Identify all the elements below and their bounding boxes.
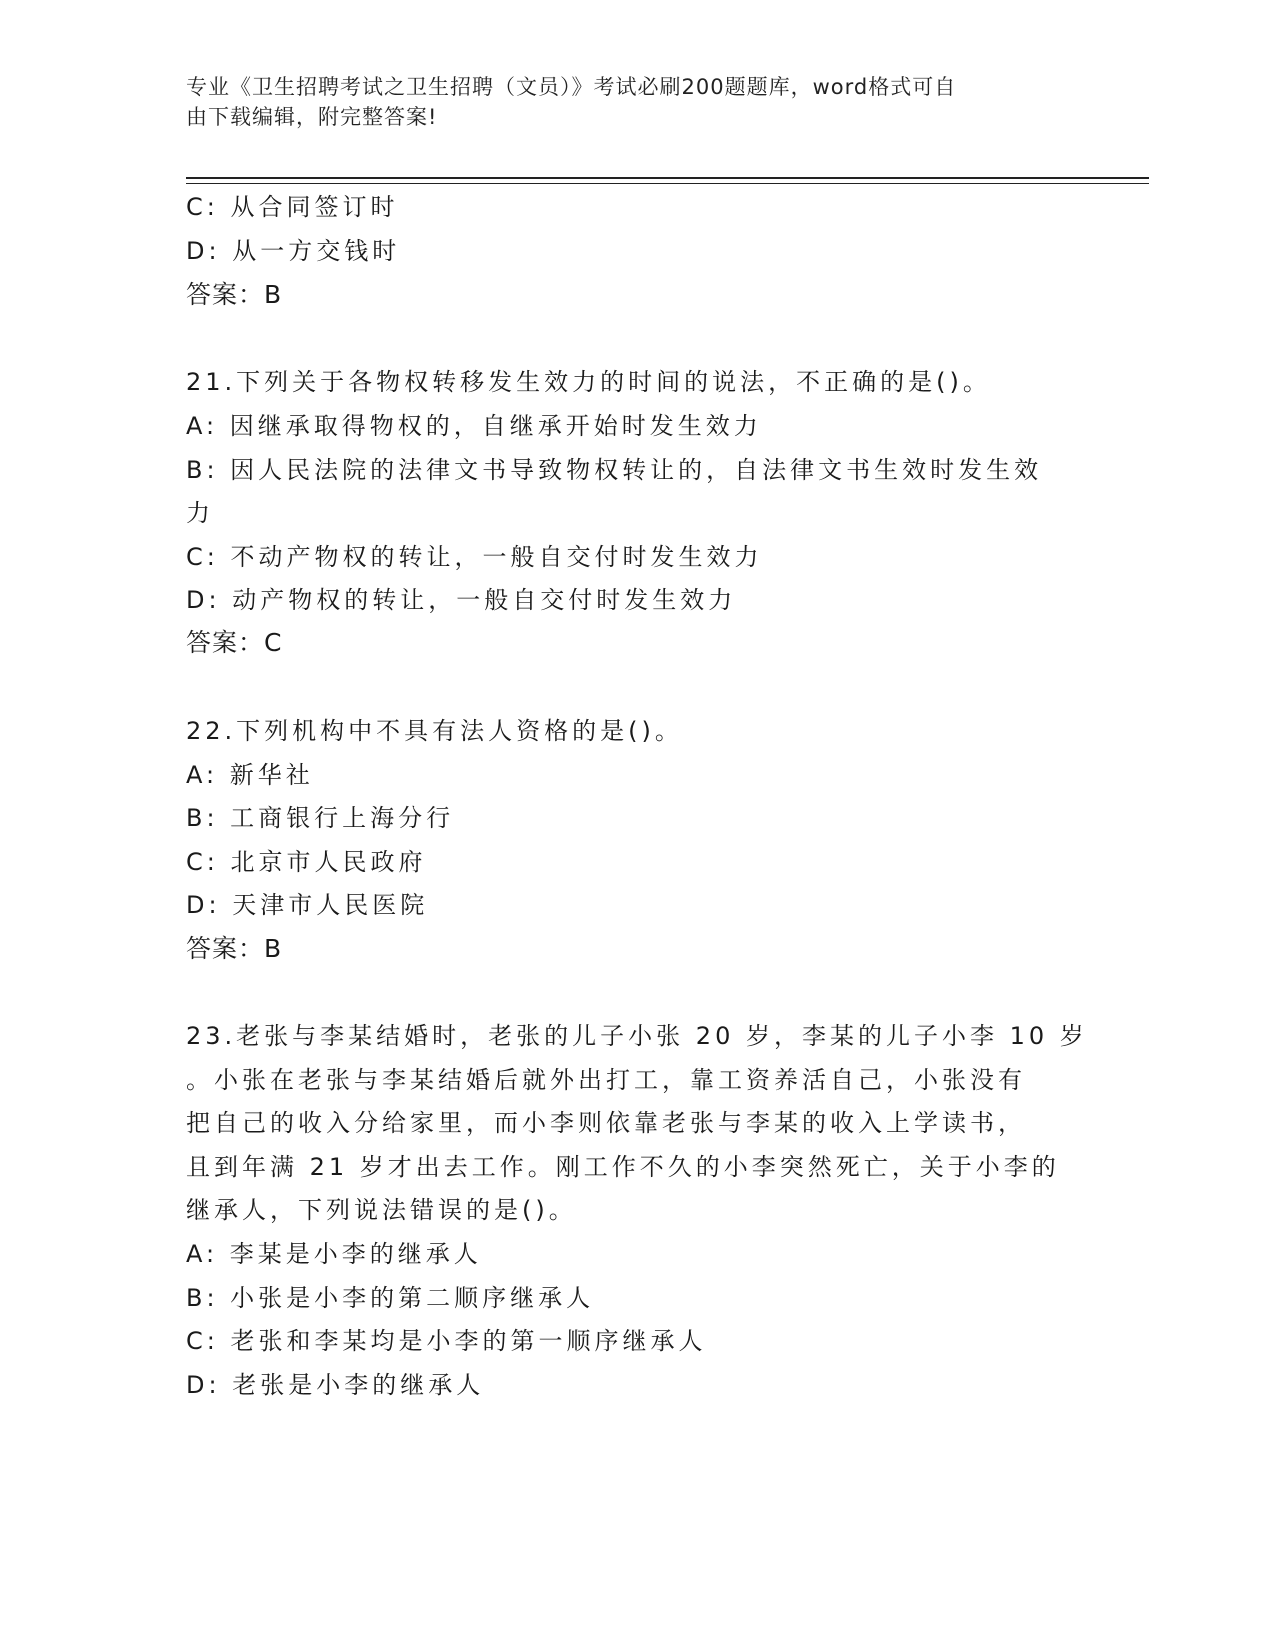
q23-stem-line-5: 继承人，下列说法错误的是()。 [186, 1196, 577, 1224]
q22-stem: 22.下列机构中不具有法人资格的是()。 [186, 717, 683, 745]
q22-option-c: C: 北京市人民政府 [186, 848, 427, 876]
prev-option-c: C: 从合同签订时 [186, 193, 399, 221]
q21-answer: 答案：C [186, 628, 283, 657]
header-divider-thin [186, 183, 1149, 184]
q21-option-b: B: 因人民法院的法律文书导致物权转让的，自法律文书生效时发生效 [186, 456, 1043, 484]
q23-stem-line-2: 。小张在老张与李某结婚后就外出打工，靠工资养活自己，小张没有 [186, 1066, 1026, 1094]
header-line-2: 由下载编辑，附完整答案! [186, 105, 438, 129]
q23-option-a: A: 李某是小李的继承人 [186, 1240, 482, 1268]
q23-stem-line-1: 23.老张与李某结婚时，老张的儿子小张 20 岁，李某的儿子小李 10 岁 [186, 1022, 1088, 1050]
q23-stem-line-4: 且到年满 21 岁才出去工作。刚工作不久的小李突然死亡，关于小李的 [186, 1153, 1060, 1181]
q21-option-a: A: 因继承取得物权的，自继承开始时发生效力 [186, 412, 762, 440]
q21-option-d: D: 动产物权的转让，一般自交付时发生效力 [186, 586, 737, 614]
document-header [186, 72, 1066, 132]
q21-option-b-wrap: 力 [186, 499, 214, 527]
header-line-1: 专业《卫生招聘考试之卫生招聘（文员）》考试必刷200题题库，word格式可自 [186, 75, 957, 99]
q22-answer: 答案：B [186, 934, 283, 963]
q22-option-b: B: 工商银行上海分行 [186, 804, 455, 832]
prev-answer: 答案：B [186, 280, 283, 309]
q23-stem-line-3: 把自己的收入分给家里，而小李则依靠老张与李某的收入上学读书， [186, 1109, 1026, 1137]
q21-stem: 21.下列关于各物权转移发生效力的时间的说法，不正确的是()。 [186, 368, 991, 396]
q22-option-a: A: 新华社 [186, 761, 314, 789]
prev-option-d: D: 从一方交钱时 [186, 237, 401, 265]
q22-option-d: D: 天津市人民医院 [186, 891, 429, 919]
q23-option-b: B: 小张是小李的第二顺序继承人 [186, 1284, 595, 1312]
header-divider-thick [186, 177, 1149, 179]
q23-option-c: C: 老张和李某均是小李的第一顺序继承人 [186, 1327, 707, 1355]
q23-option-d: D: 老张是小李的继承人 [186, 1371, 485, 1399]
q21-option-c: C: 不动产物权的转让，一般自交付时发生效力 [186, 543, 763, 571]
